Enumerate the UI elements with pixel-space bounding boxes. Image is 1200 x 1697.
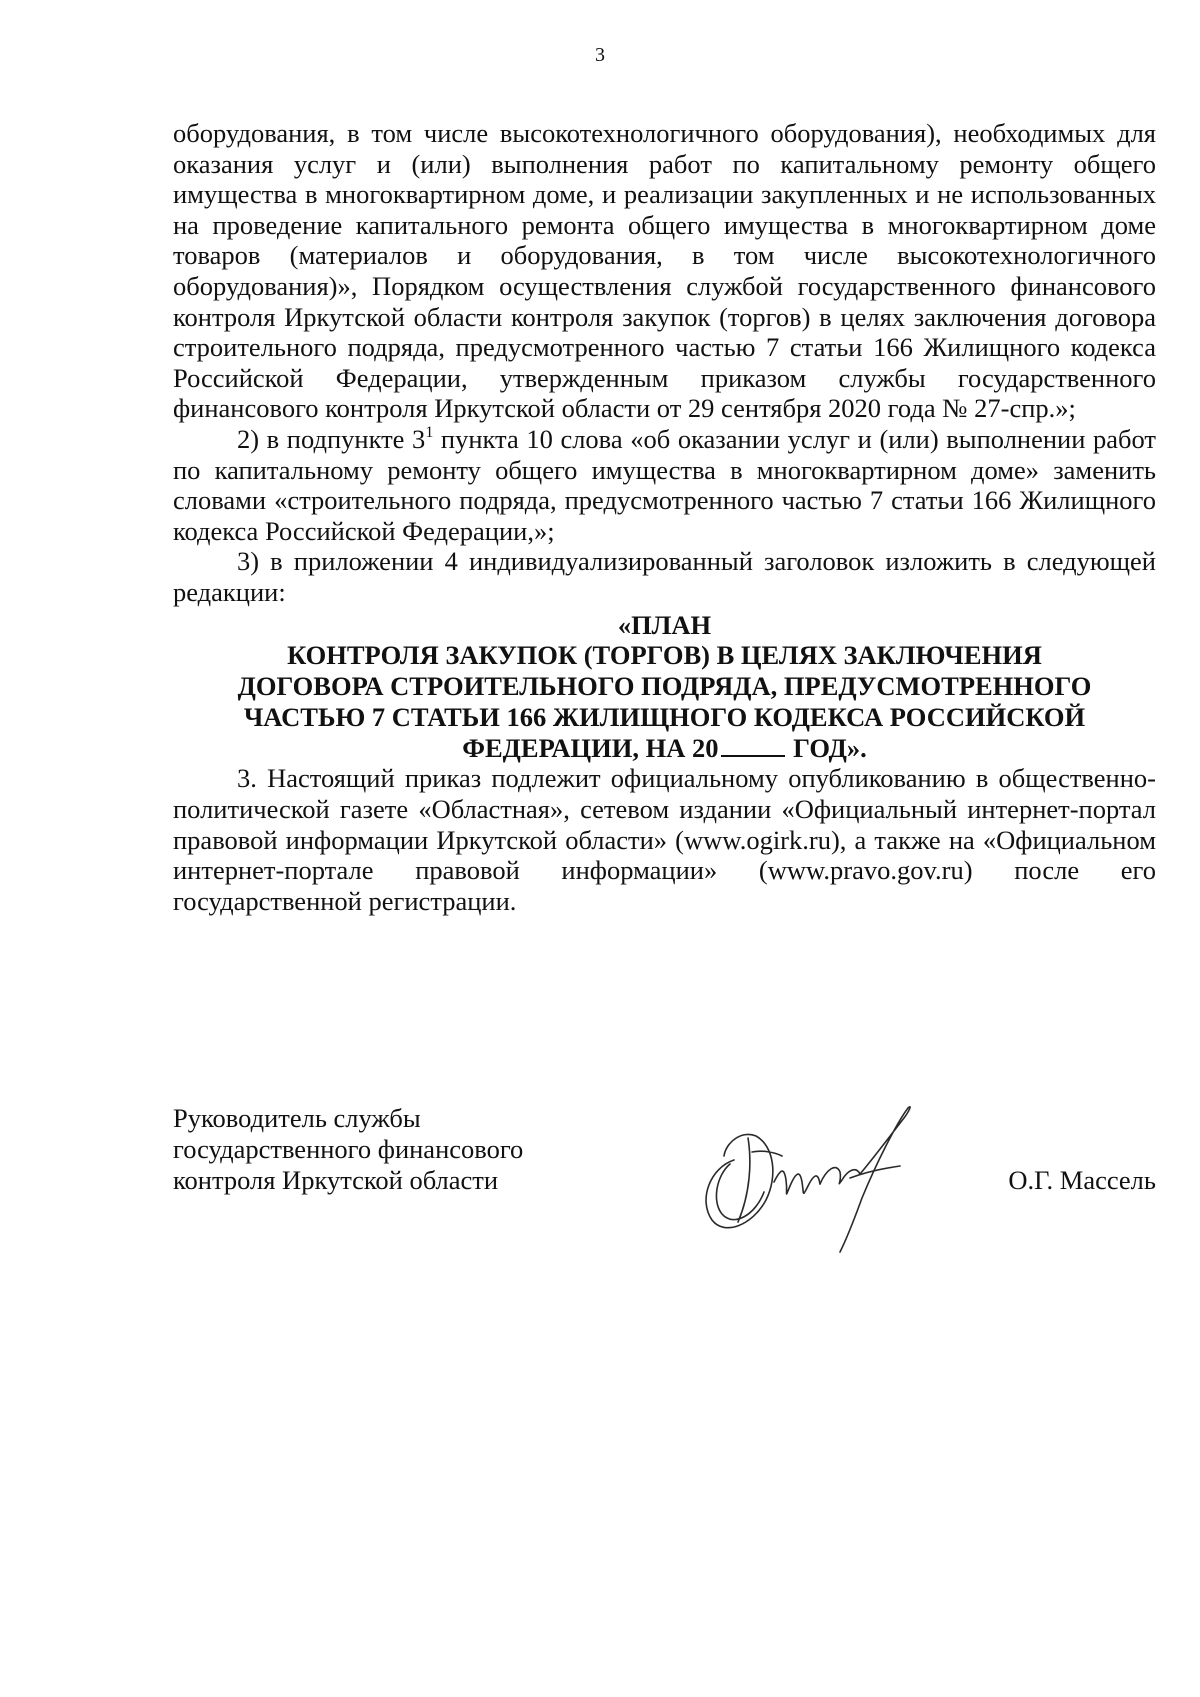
paragraph-item-3: 3) в приложении 4 индивидуализированный заголовок изложить в следующей редакции:	[173, 546, 1156, 607]
heading-line-1: «ПЛАН	[617, 609, 712, 640]
paragraph-publication: 3. Настоящий приказ подлежит официальному опубликованию в общественно-политической газете «Областная», сетевом издании «Официальный интернет-портал правовой информации Иркутской области» (www.ogirk.ru), а также на «Официальном интернет-портале правовой информации» (www.pravo.gov.ru) после его государственной регистрации.	[173, 763, 1156, 916]
page-number: 3	[595, 44, 605, 66]
paragraph-item-2-start: 2) в подпункте 3	[237, 423, 426, 454]
document-body	[173, 118, 1156, 916]
handwritten-signature	[690, 1090, 920, 1255]
year-blank-line	[721, 733, 785, 757]
heading-line-4: ЧАСТЬЮ 7 СТАТЬИ 166 ЖИЛИЩНОГО КОДЕКСА РОССИЙСКОЙ	[243, 701, 1086, 732]
heading-line-2: КОНТРОЛЯ ЗАКУПОК (ТОРГОВ) В ЦЕЛЯХ ЗАКЛЮЧЕНИЯ	[287, 640, 1042, 671]
paragraph-item-2	[173, 424, 1156, 546]
plan-heading	[173, 610, 1156, 764]
heading-line-5-end: ГОД».	[793, 732, 867, 763]
heading-line-5	[173, 733, 1156, 764]
signatory-title-line-3: контроля Иркутской области	[173, 1165, 499, 1195]
superscript-1: 1	[425, 423, 434, 441]
paragraph-item-2-rest: пункта 10 слова «об оказании услуг и (или) выполнении работ по капитальному ремонту общего имущества в многоквартирном доме» заменить словами «строительного подряда, предусмотренного частью 7 статьи 166 Жилищного кодекса Российской Федерации,»;	[173, 423, 1156, 546]
heading-line-3: ДОГОВОРА СТРОИТЕЛЬНОГО ПОДРЯДА, ПРЕДУСМОТРЕННОГО	[237, 671, 1092, 702]
signer-name: О.Г. Массель	[1008, 1165, 1156, 1195]
signatory-title	[173, 1103, 523, 1196]
signatory-title-line-1: Руководитель службы	[173, 1103, 421, 1133]
signatory-title-line-2: государственного финансового	[173, 1134, 524, 1164]
heading-line-5-start: ФЕДЕРАЦИИ, НА 20	[462, 732, 719, 763]
paragraph-continuation: оборудования, в том числе высокотехнологичного оборудования), необходимых для оказания услуг и (или) выполнения работ по капитальному ремонту общего имущества в многоквартирном доме, и реализации закупленных и не использованных на проведение капитального ремонта общего имущества в многоквартирном доме товаров (материалов и оборудования, в том числе высокотехнологичного оборудования)», Порядком осуществления службой государственного финансового контроля Иркутской области контроля закупок (торгов) в целях заключения договора строительного подряда, предусмотренного частью 7 статьи 166 Жилищного кодекса Российской Федерации, утвержденным приказом службы государственного финансового контроля Иркутской области от 29 сентября 2020 года № 27-спр.»;	[173, 118, 1156, 424]
